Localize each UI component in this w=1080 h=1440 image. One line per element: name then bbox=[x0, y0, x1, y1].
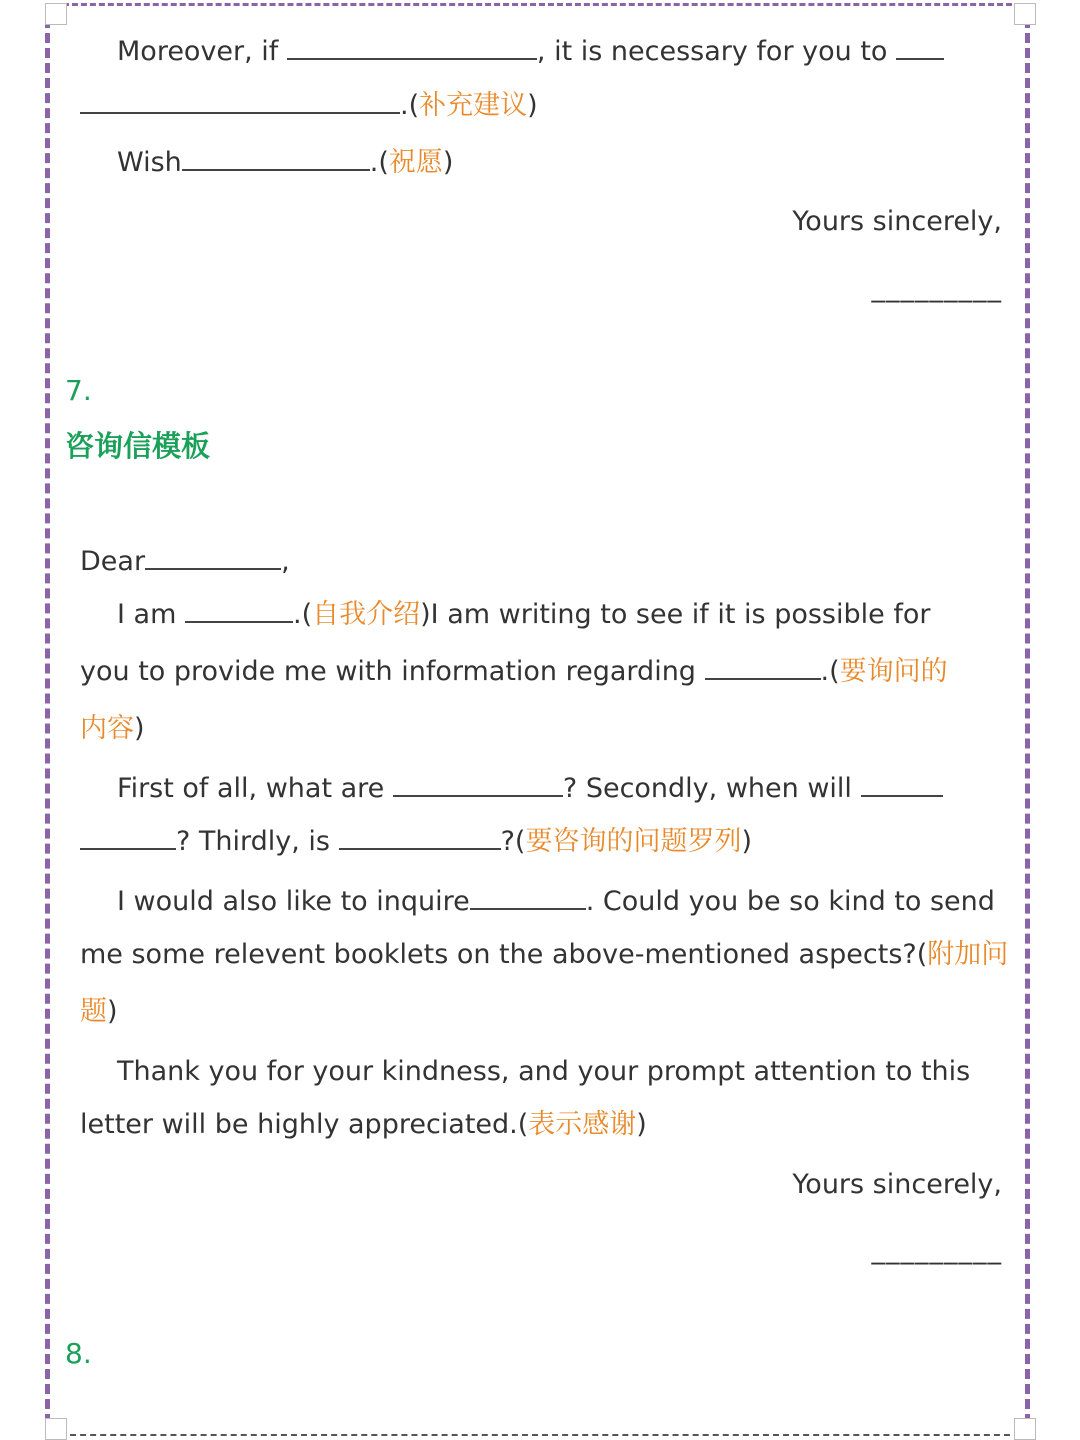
blank-line bbox=[287, 36, 537, 60]
note-inquiry-content: 要询问的 bbox=[839, 656, 948, 687]
text: . Could you be so kind to send bbox=[585, 886, 995, 917]
note-question-list: 要咨询的问题罗列 bbox=[525, 826, 742, 857]
text: , bbox=[281, 546, 290, 577]
text: I would also like to inquire bbox=[117, 886, 470, 917]
thanks-line-1: Thank you for your kindness, and your prompt attention to this bbox=[117, 1056, 971, 1087]
intro-line-1 bbox=[117, 595, 930, 635]
blank-line bbox=[861, 773, 943, 797]
bottom-rule bbox=[60, 1434, 1020, 1436]
text: ) bbox=[636, 1109, 647, 1140]
corner-mark-bottom-right bbox=[1014, 1418, 1036, 1440]
text: .( bbox=[293, 599, 313, 630]
note-self-intro: 自我介绍 bbox=[312, 599, 421, 630]
questions-line-2 bbox=[80, 822, 752, 862]
text: you to provide me with information regarding bbox=[80, 656, 696, 687]
note-additional-question-cont: 题 bbox=[80, 996, 107, 1027]
note-additional-question: 附加问 bbox=[927, 939, 1009, 970]
corner-mark-top-right bbox=[1014, 3, 1036, 25]
salutation bbox=[80, 542, 290, 582]
closing-6: Yours sincerely, bbox=[792, 206, 1002, 237]
thanks-line-2 bbox=[80, 1105, 647, 1145]
text: First of all, what are bbox=[117, 773, 385, 804]
inquire-line-1 bbox=[117, 882, 995, 922]
text: .( bbox=[369, 147, 389, 178]
text: me some relevent booklets on the above-mentioned aspects?( bbox=[80, 939, 928, 970]
note-suggestion: 补充建议 bbox=[419, 90, 528, 121]
text: ) bbox=[134, 713, 145, 744]
note-wish: 祝愿 bbox=[388, 147, 443, 178]
text: ) bbox=[442, 147, 454, 178]
inquire-line-3 bbox=[80, 992, 118, 1032]
note-inquiry-content-cont: 内容 bbox=[80, 713, 134, 744]
section-number-8: 8. bbox=[65, 1337, 92, 1370]
blank-line bbox=[80, 90, 400, 114]
corner-mark-bottom-left bbox=[45, 1418, 67, 1440]
text: ? Secondly, when will bbox=[562, 773, 852, 804]
blank-line bbox=[896, 36, 944, 60]
text: I am bbox=[117, 599, 177, 630]
blank-line bbox=[339, 826, 501, 850]
blank-line bbox=[705, 656, 821, 680]
text: , it is necessary for you to bbox=[536, 36, 888, 67]
signature-7: _________ bbox=[871, 1234, 1002, 1265]
text: Moreover, if bbox=[117, 36, 279, 67]
blank-line bbox=[470, 886, 586, 910]
text: ? Thirdly, is bbox=[176, 826, 330, 857]
text: .( bbox=[820, 656, 840, 687]
note-thanks: 表示感谢 bbox=[528, 1109, 637, 1140]
text: Dear bbox=[80, 546, 146, 577]
text: ) bbox=[527, 90, 538, 121]
inquire-line-2 bbox=[80, 935, 1008, 975]
text: .( bbox=[400, 90, 420, 121]
text: )I am writing to see if it is possible for bbox=[420, 599, 931, 630]
text: ?( bbox=[500, 826, 526, 857]
corner-mark-top-left bbox=[45, 3, 67, 25]
blank-line bbox=[80, 826, 176, 850]
questions-line-1 bbox=[117, 769, 943, 809]
intro-line-2 bbox=[80, 652, 948, 692]
blank-line bbox=[145, 546, 281, 570]
intro-line-3 bbox=[80, 709, 145, 749]
section-number-7: 7. bbox=[65, 374, 92, 407]
text: Wish bbox=[117, 147, 182, 178]
moreover-line-2 bbox=[80, 86, 538, 126]
text: ) bbox=[107, 996, 118, 1027]
blank-line bbox=[182, 147, 370, 171]
blank-line bbox=[185, 599, 293, 623]
signature-6: _________ bbox=[871, 272, 1002, 303]
text: ) bbox=[741, 826, 753, 857]
section-title-7: 咨询信模板 bbox=[65, 429, 211, 463]
text: letter will be highly appreciated.( bbox=[80, 1109, 529, 1140]
blank-line bbox=[393, 773, 563, 797]
moreover-line-1 bbox=[117, 32, 944, 72]
closing-7: Yours sincerely, bbox=[792, 1169, 1002, 1200]
wish-line bbox=[117, 143, 453, 183]
